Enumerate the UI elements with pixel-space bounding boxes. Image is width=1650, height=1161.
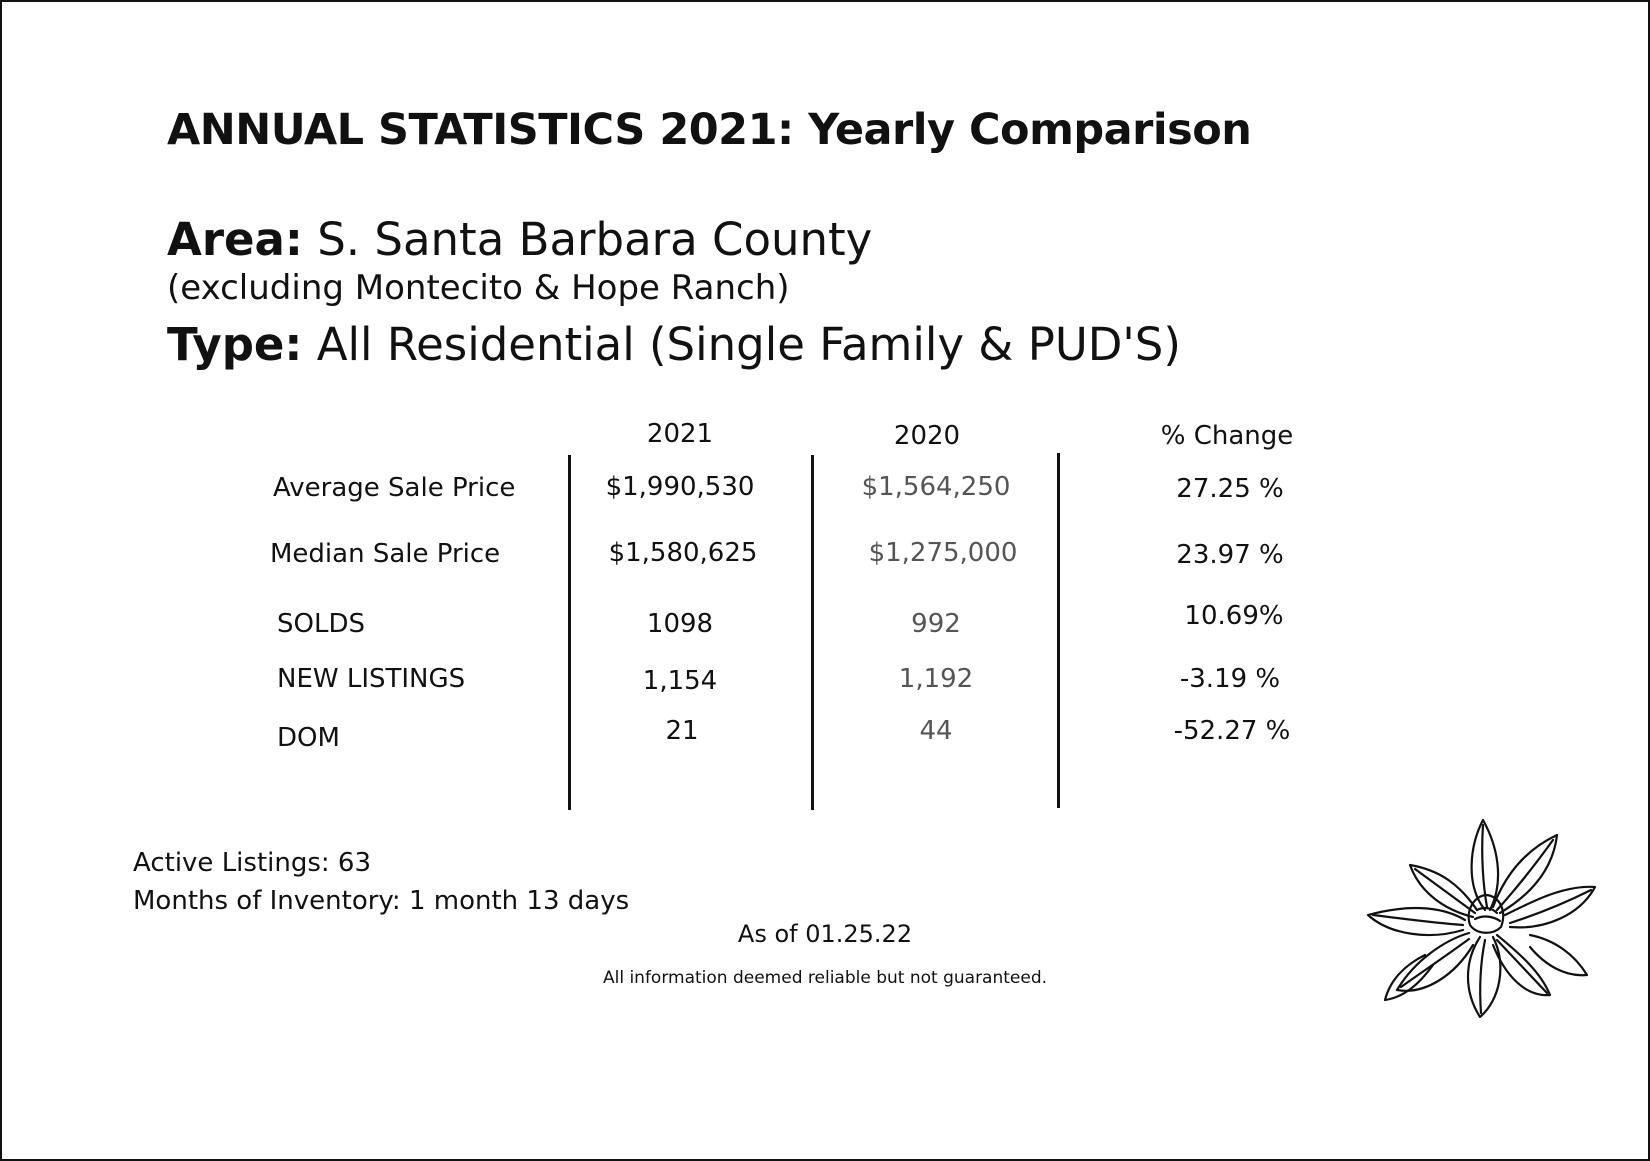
column-divider — [811, 455, 814, 810]
row-label-new-listings: NEW LISTINGS — [277, 664, 466, 694]
type-label: Type: — [167, 318, 303, 371]
cell-2021: $1,580,625 — [608, 538, 758, 568]
cell-change: -52.27 % — [1173, 716, 1291, 746]
page-title: ANNUAL STATISTICS 2021: Yearly Comparison — [167, 105, 1252, 155]
cell-2021: 1098 — [646, 609, 714, 639]
area-line — [167, 213, 872, 266]
area-note: (excluding Montecito & Hope Ranch) — [167, 268, 790, 308]
row-label-solds: SOLDS — [277, 609, 365, 639]
row-label-median-sale-price: Median Sale Price — [270, 539, 501, 569]
row-label-average-sale-price: Average Sale Price — [273, 473, 516, 503]
row-label-dom: DOM — [277, 723, 340, 753]
area-value: S. Santa Barbara County — [317, 213, 873, 266]
cell-change: 10.69% — [1184, 601, 1284, 631]
type-value: All Residential (Single Family & PUD'S) — [316, 318, 1181, 371]
cell-2020: $1,564,250 — [861, 472, 1011, 502]
cell-2021: $1,990,530 — [605, 472, 755, 502]
active-listings: Active Listings: 63 — [133, 848, 371, 878]
column-header-change: % Change — [1160, 421, 1294, 451]
area-label: Area: — [167, 213, 303, 266]
cell-2020: 1,192 — [898, 664, 974, 694]
cell-2021: 21 — [665, 716, 699, 746]
cell-change: 23.97 % — [1176, 540, 1284, 570]
cell-2020: 44 — [919, 716, 953, 746]
cell-change: -3.19 % — [1179, 664, 1281, 694]
cell-2020: 992 — [911, 609, 961, 639]
column-header-2020: 2020 — [893, 421, 961, 451]
months-of-inventory: Months of Inventory: 1 month 13 days — [133, 886, 630, 916]
cell-2021: 1,154 — [642, 666, 718, 696]
as-of-date: As of 01.25.22 — [737, 920, 913, 948]
disclaimer: All information deemed reliable but not guaranteed. — [602, 968, 1048, 988]
magnolia-flower-icon — [1365, 815, 1605, 1020]
column-header-2021: 2021 — [646, 419, 714, 449]
cell-2020: $1,275,000 — [868, 538, 1018, 568]
cell-change: 27.25 % — [1176, 474, 1284, 504]
type-line — [167, 318, 1181, 371]
column-divider — [1057, 453, 1060, 808]
